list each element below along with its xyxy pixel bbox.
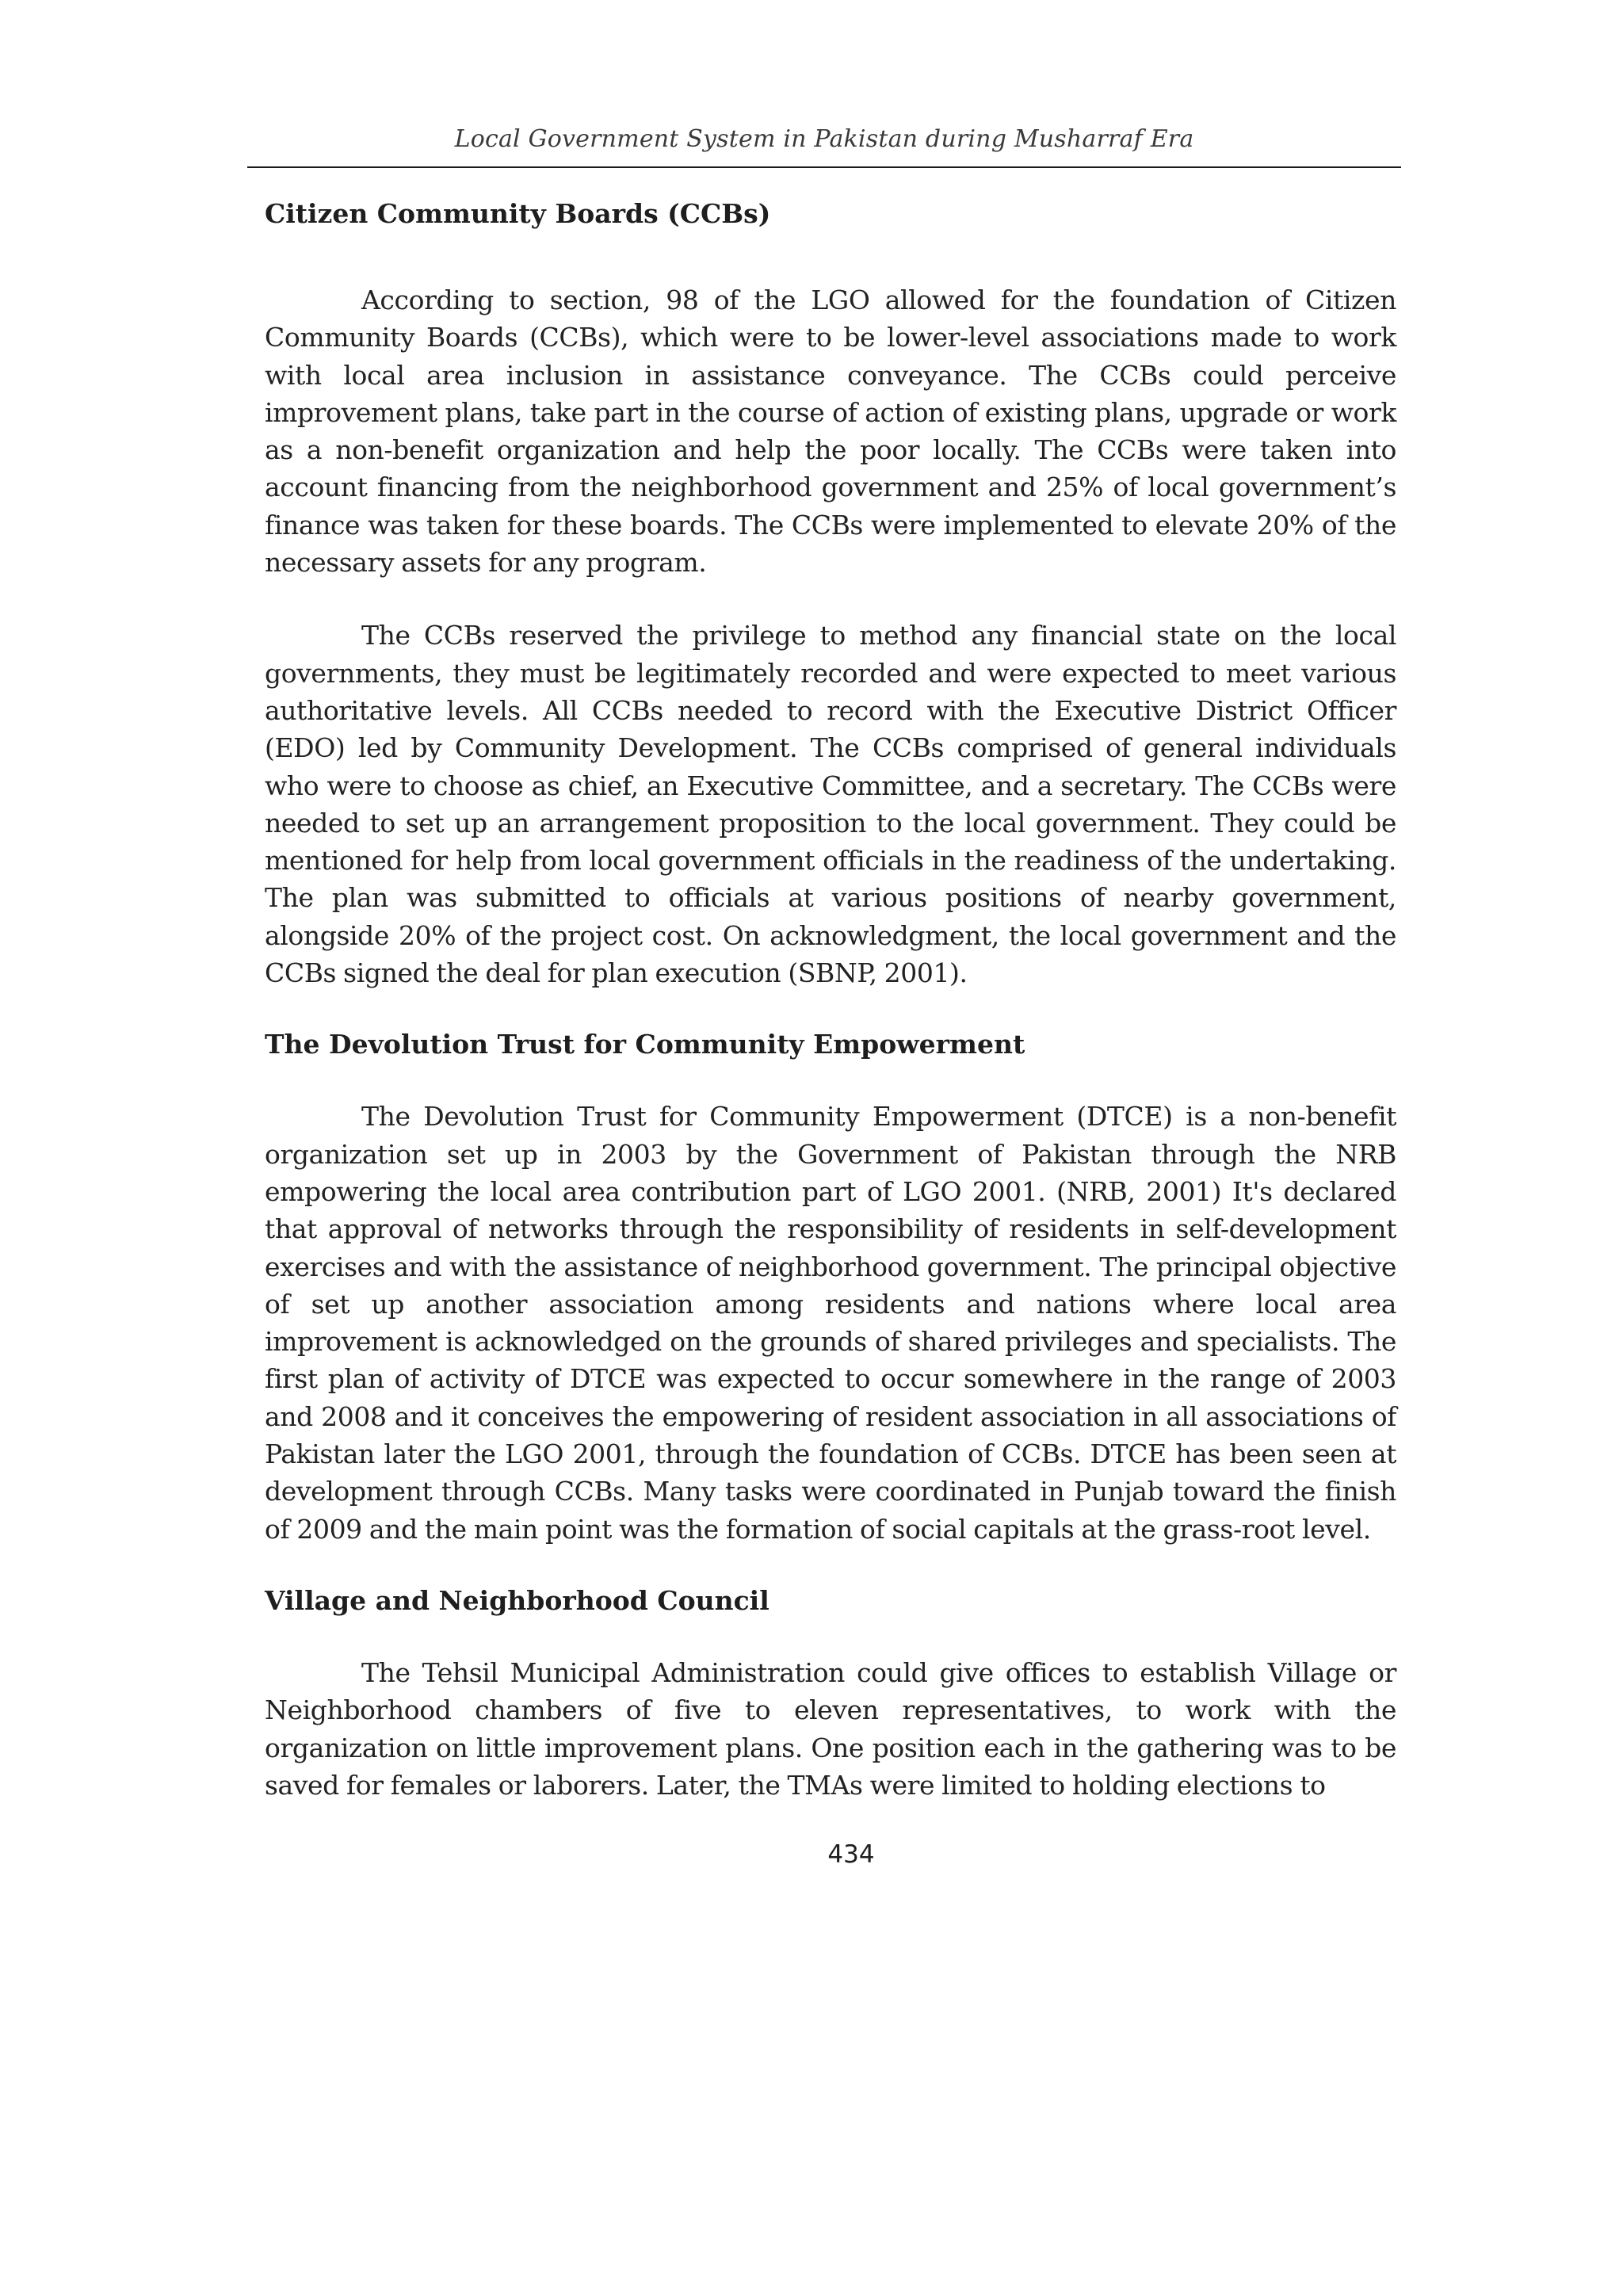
header-rule <box>247 166 1401 168</box>
body-text <box>265 196 1396 1804</box>
page-number: 434 <box>827 1840 875 1869</box>
paragraph-village-council-1: The Tehsil Municipal Administration could give offices to establish Village or Neighborhood chambers of five to eleven representatives, to work with the organization on little improvement plans. One position each in the gathering was to be saved for females or laborers. Later, the TMAs were limited to holding elections to <box>265 1656 1396 1801</box>
paragraph-ccbs-2: The CCBs reserved the privilege to method any financial state on the local governments, they must be legitimately recorded and were expected to meet various authoritative levels. All CCBs needed to record with the Executive District Officer (EDO) led by Community Development. The CCBs comprised of general individuals who were to choose as chief, an Executive Committee, and a secretary. The CCBs were needed to set up an arrangement proposition to the local government. They could be mentioned for help from local government officials in the readiness of the undertaking. The plan was submitted to officials at various positions of nearby government, alongside 20% of the project cost. On acknowledgment, the local government and the CCBs signed the deal for plan execution (SBNP, 2001). <box>265 620 1396 989</box>
section-heading-village-council: Village and Neighborhood Council <box>265 1584 769 1616</box>
section-heading-dtce: The Devolution Trust for Community Empowerment <box>265 1029 1025 1060</box>
section-heading-ccbs: Citizen Community Boards (CCBs) <box>265 198 771 229</box>
paragraph-dtce-1: The Devolution Trust for Community Empowerment (DTCE) is a non-benefit organization set up in 2003 by the Government of Pakistan through the NRB empowering the local area contribution part of LGO 2001. (NRB, 2001) It's declared that approval of networks through the responsibility of residents in self-development exercises and with the assistance of neighborhood government. The principal objective of set up another association among residents and nations where local area improvement is acknowledged on the grounds of shared privileges and specialists. The first plan of activity of DTCE was expected to occur somewhere in the range of 2003 and 2008 and it conceives the empowering of resident association in all associations of Pakistan later the LGO 2001, through the foundation of CCBs. DTCE has been seen at development through CCBs. Many tasks were coordinated in Punjab toward the finish of 2009 and the main point was the formation of social capitals at the grass-root level. <box>265 1101 1396 1545</box>
running-header: Local Government System in Pakistan during Musharraf Era <box>454 125 1194 153</box>
paragraph-ccbs-1: According to section, 98 of the LGO allowed for the foundation of Citizen Community Boards (CCBs), which were to be lower-level associations made to work with local area inclusion in assistance conveyance. The CCBs could perceive improvement plans, take part in the course of action of existing plans, upgrade or work as a non-benefit organization and help the poor locally. The CCBs were taken into account financing from the neighborhood government and 25% of local government’s finance was taken for these boards. The CCBs were implemented to elevate 20% of the necessary assets for any program. <box>265 285 1396 579</box>
